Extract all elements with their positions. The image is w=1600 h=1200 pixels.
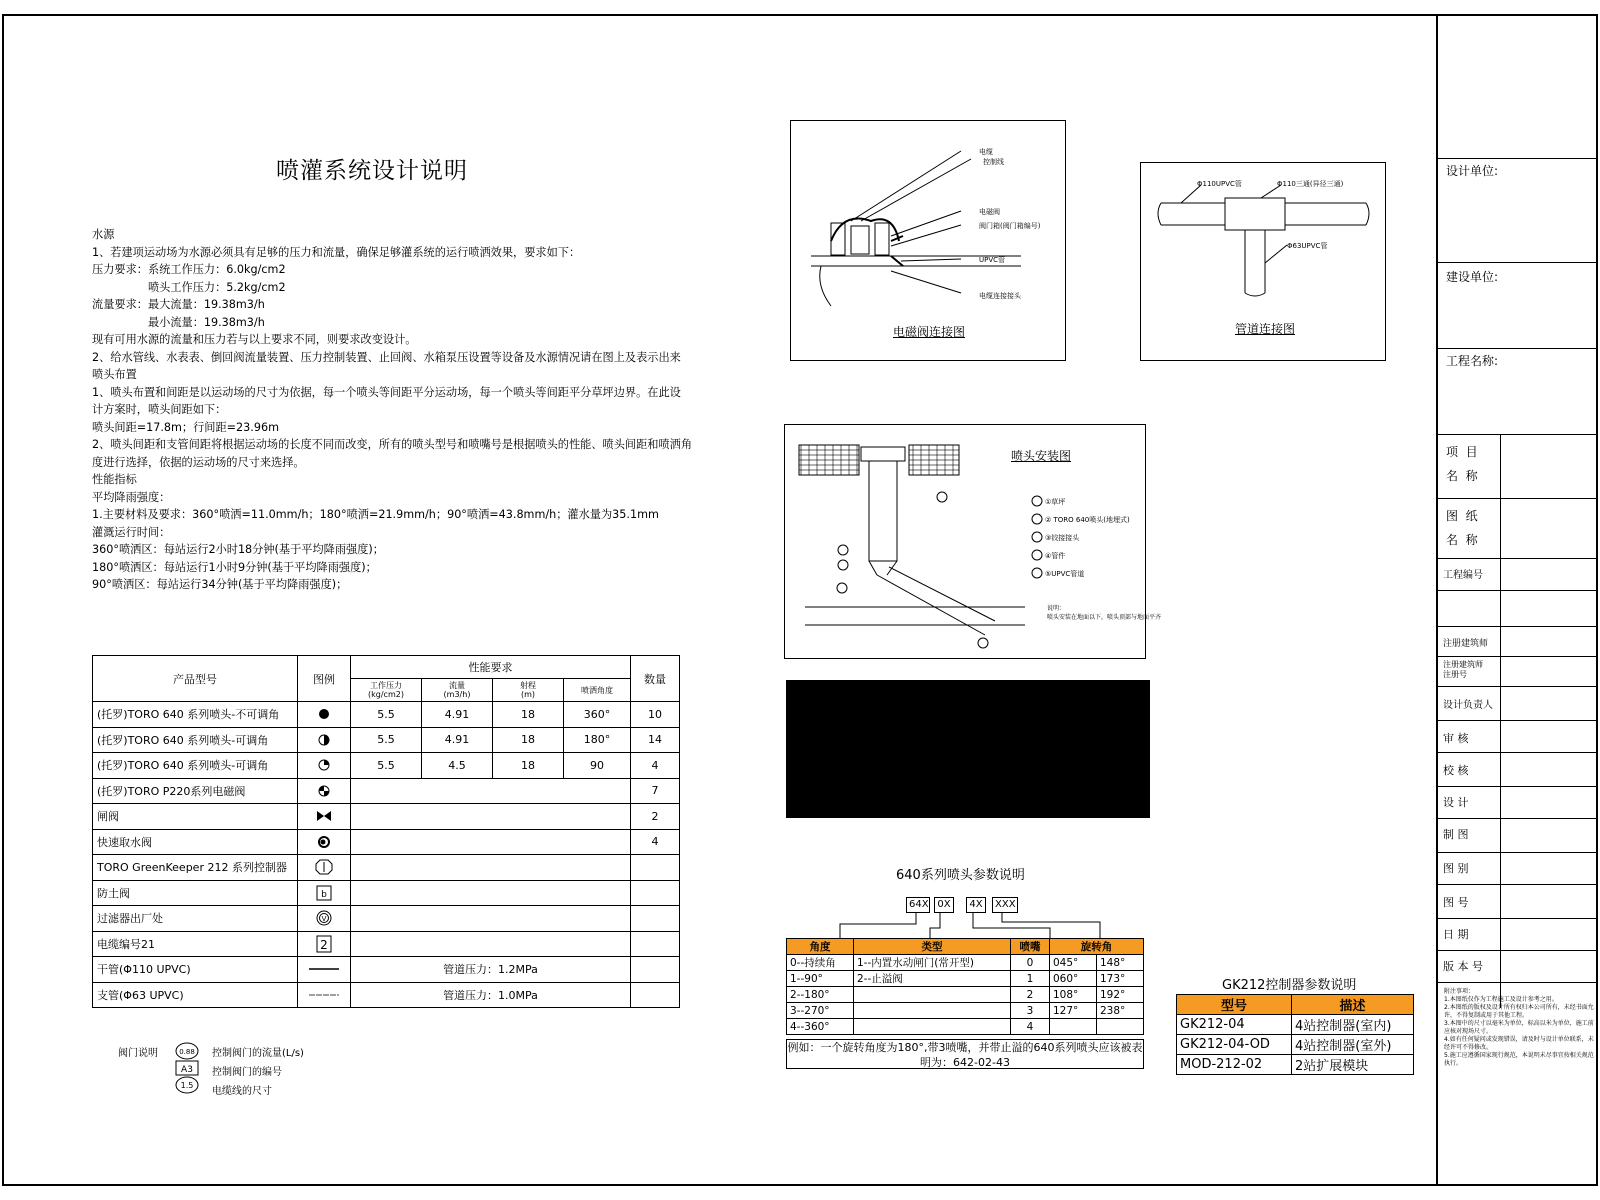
gk212-cell: GK212-04-OD	[1177, 1035, 1292, 1055]
tb-divider	[1438, 626, 1598, 627]
t640-cell: 0--持续角	[787, 955, 854, 971]
header-radius: 射程 (m)	[493, 679, 564, 702]
remark-line: 5.施工应遵循国家现行规范，本说明未尽事宜按相关规范执行。	[1444, 1052, 1594, 1067]
tb-design-unit: 设计单位:	[1446, 164, 1499, 178]
v-circle-icon	[298, 906, 351, 932]
label-upvc-pipe: UPVC管	[979, 256, 1006, 264]
design-notes	[92, 226, 732, 594]
valve-legend-item: 控制阀门的编号	[212, 1067, 282, 1078]
note-line: 喷头布置	[92, 368, 137, 381]
note-line: 最小流量：19.38m3/h	[92, 315, 265, 329]
equipment-quantity	[631, 982, 680, 1008]
t640-cell: 3--270°	[787, 1003, 854, 1019]
thin-line-icon	[298, 982, 351, 1008]
t640-table	[786, 938, 1144, 1035]
note-line: 喷头工作压力：5.2kg/cm2	[92, 280, 286, 294]
remark-line: 1.本图纸仅作为工程施工及设计参考之用。	[1444, 996, 1558, 1003]
head-label: ② TORO 640喷头(地埋式)	[1045, 516, 1130, 524]
tb-divider	[1438, 752, 1598, 753]
table-row	[93, 829, 680, 855]
header-angle: 喷洒角度	[564, 679, 631, 702]
bowtie-icon	[298, 804, 351, 830]
note-line: 2、喷头间距和支管间距将根据运动场的长度不同而改变，所有的喷头型号和喷嘴号是根据喷头的性能、喷头间距和喷洒角	[92, 438, 693, 451]
table-row	[93, 727, 680, 753]
note-line: 1.主要材料及要求：360°喷洒=11.0mm/h；180°喷洒=21.9mm/h；90°喷洒=43.8mm/h；灌水量为35.1mm	[92, 508, 659, 521]
tb-divider	[1438, 852, 1598, 853]
page-title: 喷灌系统设计说明	[276, 158, 468, 184]
t640-cell: 4	[1011, 1019, 1050, 1035]
equipment-spec: 管道压力：1.2MPa	[351, 957, 631, 983]
equipment-table	[92, 655, 680, 1008]
t640-cell	[1050, 1019, 1097, 1035]
tb-vertical-divider	[1500, 434, 1501, 1008]
note-line: 计方案时，喷头间距如下：	[92, 403, 227, 416]
t640-cell: 1	[1011, 971, 1050, 987]
gk212-cell: 4站控制器(室外)	[1292, 1035, 1414, 1055]
valve-circle-icon	[298, 778, 351, 804]
equipment-model: (托罗)TORO P220系列电磁阀	[93, 778, 298, 804]
ring-icon	[298, 829, 351, 855]
gk212-cell: 2站扩展模块	[1292, 1055, 1414, 1075]
svg-text:2: 2	[320, 937, 328, 952]
gk212-table	[1176, 994, 1414, 1075]
t640-cell: 3	[1011, 1003, 1050, 1019]
remark-line: 3.本图中的尺寸以毫米为单位，标高以米为单位，施工前应核对现场尺寸。	[1444, 1020, 1594, 1035]
equipment-quantity: 10	[631, 702, 680, 728]
t640-cell: 127°	[1050, 1003, 1097, 1019]
t640-cell	[854, 1019, 1011, 1035]
table-row	[93, 957, 680, 983]
code-nozzle: 4X	[966, 897, 986, 913]
remark-line: 2.本图纸的版权及设计所有权归本公司所有，未经书面允许，不得复制或用于其他工程。	[1444, 1004, 1594, 1019]
tb-review: 审 核	[1443, 732, 1469, 745]
table-row	[787, 971, 1144, 987]
equipment-model: 闸阀	[93, 804, 298, 830]
note-line: 2、给水管线、水表表、倒回阀流量装置、压力控制装置、止回阀、水箱泵压设置等设备及水源情况请在图上及表示出来	[92, 350, 681, 364]
t640-cell: 192°	[1097, 987, 1144, 1003]
tb-remarks	[1444, 988, 1594, 1068]
label-cable-connector: 电缆连接接头	[979, 292, 1021, 300]
label-branch-pipe: Φ63UPVC管	[1287, 242, 1328, 250]
code-type: 0X	[934, 897, 954, 913]
box-2-icon	[298, 931, 351, 957]
redacted-block	[786, 680, 1150, 818]
note-line: 压力要求：系统工作压力：6.0kg/cm2	[92, 263, 286, 276]
head-detail-sketch	[785, 425, 1145, 658]
t640-header-type: 类型	[854, 939, 1011, 955]
head-detail-caption: 喷头安装图	[1011, 449, 1072, 463]
equipment-radius: 18	[493, 702, 564, 728]
pipe-detail-drawing	[1140, 162, 1386, 361]
tb-divider	[1438, 720, 1598, 721]
table-row	[93, 753, 680, 779]
valve-legend-item: 电缆线的尺寸	[212, 1086, 272, 1097]
tb-divider	[1438, 950, 1598, 951]
tb-divider	[1438, 262, 1598, 263]
tb-divider	[1438, 884, 1598, 885]
label-cable: 电缆	[979, 148, 993, 156]
gk212-header-desc: 描述	[1292, 995, 1414, 1015]
table-row	[93, 906, 680, 932]
equipment-radius: 18	[493, 753, 564, 779]
equipment-quantity: 2	[631, 804, 680, 830]
head-label: ④管件	[1045, 552, 1066, 560]
code-angle: 64X	[906, 897, 930, 913]
note-line: 性能指标	[92, 473, 137, 486]
gk212-cell: GK212-04	[1177, 1015, 1292, 1035]
table-row	[1177, 1035, 1414, 1055]
header-legend: 图例	[298, 656, 351, 702]
equipment-angle: 90	[564, 753, 631, 779]
svg-text:V: V	[321, 915, 327, 924]
valve-legend-symbol	[174, 1040, 200, 1100]
table-row	[1177, 1055, 1414, 1075]
equipment-quantity	[631, 906, 680, 932]
tb-category: 图 别	[1443, 862, 1469, 875]
note-line: 1、若建项运动场为水源必须具有足够的压力和流量，确保足够灌系统的运行喷洒效果，要求如下：	[92, 245, 581, 259]
tb-divider	[1438, 434, 1598, 435]
label-main-pipe: Φ110UPVC管	[1197, 180, 1242, 188]
equipment-spec	[351, 931, 631, 957]
equipment-quantity	[631, 880, 680, 906]
t640-cell: 238°	[1097, 1003, 1144, 1019]
equipment-quantity	[631, 931, 680, 957]
note-line: 现有可用水源的流量和压力若与以上要求不同，则要求改变设计。	[92, 333, 417, 346]
table-row	[93, 855, 680, 881]
table-row	[787, 1019, 1144, 1035]
t640-cell	[1097, 1019, 1144, 1035]
tb-divider	[1438, 158, 1598, 159]
code-rotation: XXX	[992, 897, 1018, 913]
equipment-pressure: 5.5	[351, 727, 422, 753]
title-block-border	[1436, 14, 1438, 1186]
pipe-detail-caption: 管道连接图	[1235, 322, 1296, 336]
note-line: 1、喷头布置和间距是以运动场的尺寸为依据，每一个喷头等间距平分运动场，每一个喷头等间距平分草坪边界。在此设	[92, 385, 681, 399]
equipment-model: (托罗)TORO 640 系列喷头-不可调角	[93, 702, 298, 728]
tb-version: 版 本 号	[1443, 960, 1483, 973]
tb-date: 日 期	[1443, 928, 1469, 941]
equipment-model: (托罗)TORO 640 系列喷头-可调角	[93, 753, 298, 779]
equipment-model: (托罗)TORO 640 系列喷头-可调角	[93, 727, 298, 753]
equipment-model: 快速取水阀	[93, 829, 298, 855]
equipment-angle: 360°	[564, 702, 631, 728]
remark-line: 4.如有任何疑问或发现错误，请及时与设计单位联系，未经许可不得修改。	[1444, 1036, 1594, 1051]
header-pressure: 工作压力 (kg/cm2)	[351, 679, 422, 702]
equipment-flow: 4.91	[422, 702, 493, 728]
tb-divider	[1438, 498, 1598, 499]
t640-cell: 173°	[1097, 971, 1144, 987]
equipment-spec	[351, 880, 631, 906]
equipment-model: TORO GreenKeeper 212 系列控制器	[93, 855, 298, 881]
equipment-radius: 18	[493, 727, 564, 753]
table-row	[93, 702, 680, 728]
head-label: ⑤UPVC管道	[1045, 570, 1085, 578]
tb-project-name: 工程名称:	[1446, 354, 1499, 368]
gk212-header-model: 型号	[1177, 995, 1292, 1015]
equipment-flow: 4.91	[422, 727, 493, 753]
valve-detail-drawing	[790, 120, 1066, 361]
equipment-model: 支管(Φ63 UPVC)	[93, 982, 298, 1008]
valve-symbol-flow: 0.88	[179, 1048, 195, 1056]
header-flow: 流量 (m3/h)	[422, 679, 493, 702]
tb-design: 设 计	[1443, 796, 1469, 809]
note-line: 灌溉运行时间：	[92, 525, 171, 539]
label-control-wire: 控制线	[983, 158, 1004, 166]
tb-divider	[1438, 558, 1598, 559]
header-model: 产品型号	[93, 656, 298, 702]
note-line: 流量要求：最大流量：19.38m3/h	[92, 298, 265, 311]
note-line: 水源	[92, 228, 115, 241]
table-row	[93, 778, 680, 804]
tb-draw: 制 图	[1443, 828, 1469, 841]
gk212-cell: 4站控制器(室内)	[1292, 1015, 1414, 1035]
equipment-quantity: 7	[631, 778, 680, 804]
thick-line-icon	[298, 957, 351, 983]
equipment-model: 干管(Φ110 UPVC)	[93, 957, 298, 983]
equipment-pressure: 5.5	[351, 753, 422, 779]
t640-cell: 1--内置水动闸门(常开型)	[854, 955, 1011, 971]
tb-check: 校 核	[1443, 764, 1469, 777]
tb-divider	[1438, 686, 1598, 687]
t640-header-nozzle: 喷嘴	[1011, 939, 1050, 955]
table-row	[787, 987, 1144, 1003]
head-detail-note: 说明： 喷头安装在地面以下，喷头顶部与地面平齐	[1047, 605, 1162, 621]
valve-symbol-cable: 1.5	[180, 1081, 194, 1090]
label-tee: Φ110三通(异径三通)	[1277, 180, 1344, 188]
tb-reg-no: 注册建筑师 注册号	[1443, 660, 1483, 679]
equipment-quantity: 14	[631, 727, 680, 753]
t640-header-rotation: 旋转角	[1050, 939, 1144, 955]
code-leaders	[820, 912, 1120, 940]
equipment-spec	[351, 855, 631, 881]
t640-cell: 108°	[1050, 987, 1097, 1003]
t640-cell	[854, 1003, 1011, 1019]
t640-cell: 2	[1011, 987, 1050, 1003]
square-b-icon	[298, 880, 351, 906]
gk212-title: GK212控制器参数说明	[1222, 978, 1357, 993]
equipment-angle: 180°	[564, 727, 631, 753]
label-solenoid-valve: 电磁阀	[979, 208, 1000, 216]
filled-circle-icon	[298, 702, 351, 728]
note-line: 360°喷洒区：每站运行2小时18分钟(基于平均降雨强度)；	[92, 543, 384, 556]
t640-cell	[854, 987, 1011, 1003]
t640-cell: 0	[1011, 955, 1050, 971]
tb-divider	[1438, 982, 1598, 983]
t640-cell: 060°	[1050, 971, 1097, 987]
tb-divider	[1438, 590, 1598, 591]
t640-cell: 148°	[1097, 955, 1144, 971]
equipment-spec	[351, 906, 631, 932]
tb-chief: 设计负责人	[1443, 700, 1493, 711]
tb-divider	[1438, 348, 1598, 349]
t640-cell: 4--360°	[787, 1019, 854, 1035]
tb-client: 建设单位:	[1446, 270, 1499, 284]
tb-divider	[1438, 918, 1598, 919]
table-row	[93, 982, 680, 1008]
tb-drawing-name: 图 纸 名 称	[1446, 509, 1478, 547]
equipment-quantity	[631, 855, 680, 881]
t640-cell: 1--90°	[787, 971, 854, 987]
half-circle-icon	[298, 727, 351, 753]
equipment-spec	[351, 778, 631, 804]
gk212-cell: MOD-212-02	[1177, 1055, 1292, 1075]
equipment-pressure: 5.5	[351, 702, 422, 728]
tb-number: 图 号	[1443, 896, 1469, 909]
valve-detail-caption: 电磁阀连接图	[893, 325, 966, 339]
tb-item-name: 项 目 名 称	[1446, 445, 1478, 483]
table-row	[787, 955, 1144, 971]
tb-divider	[1438, 656, 1598, 657]
equipment-spec	[351, 804, 631, 830]
t640-cell: 2--180°	[787, 987, 854, 1003]
equipment-model: 电缆编号21	[93, 931, 298, 957]
tb-remarks-title: 附注事项：	[1444, 988, 1475, 995]
equipment-quantity: 4	[631, 753, 680, 779]
equipment-quantity	[631, 957, 680, 983]
label-valve-box: 阀门箱(阀门箱编号)	[979, 222, 1041, 230]
note-line: 喷头间距=17.8m；行间距=23.96m	[92, 420, 279, 434]
header-quantity: 数量	[631, 656, 680, 702]
valve-legend-label: 阀门说明	[118, 1048, 158, 1059]
quarter-circle-icon	[298, 753, 351, 779]
table-row	[93, 931, 680, 957]
table-row	[93, 804, 680, 830]
tb-reg-architect: 注册建筑师	[1443, 639, 1489, 649]
t640-cell: 2--止溢阀	[854, 971, 1011, 987]
tb-divider	[1438, 786, 1598, 787]
equipment-spec	[351, 829, 631, 855]
head-detail-drawing	[784, 424, 1162, 659]
t640-example-note: 例如：一个旋转角度为180°,带3喷嘴，并带止溢的640系列喷头应该被表明为：642-02-43	[787, 1041, 1143, 1069]
t640-cell: 045°	[1050, 955, 1097, 971]
t640-header-angle: 角度	[787, 939, 854, 955]
valve-legend-item: 控制阀门的流量(L/s)	[212, 1048, 304, 1059]
t640-title: 640系列喷头参数说明	[896, 868, 1025, 883]
equipment-spec: 管道压力：1.0MPa	[351, 982, 631, 1008]
tb-divider	[1438, 818, 1598, 819]
equipment-model: 过滤器出厂处	[93, 906, 298, 932]
octagon-icon	[298, 855, 351, 881]
equipment-flow: 4.5	[422, 753, 493, 779]
header-performance: 性能要求	[351, 656, 631, 679]
table-row	[787, 1003, 1144, 1019]
note-line: 平均降雨强度：	[92, 490, 171, 504]
note-line: 180°喷洒区：每站运行1小时9分钟(基于平均降雨强度)；	[92, 560, 377, 574]
head-label: ①草坪	[1045, 498, 1066, 506]
equipment-model: 防土阀	[93, 880, 298, 906]
table-row	[93, 880, 680, 906]
valve-symbol-id: A3	[181, 1065, 193, 1075]
svg-text:b: b	[321, 889, 327, 900]
tb-project-no: 工程编号	[1443, 570, 1483, 581]
table-row	[1177, 1015, 1414, 1035]
note-line: 度进行选择，依据的运动场的尺寸来选择。	[92, 455, 305, 469]
head-label: ③铰接接头	[1045, 534, 1080, 542]
equipment-quantity: 4	[631, 829, 680, 855]
note-line: 90°喷洒区：每站运行34分钟(基于平均降雨强度)；	[92, 578, 348, 591]
